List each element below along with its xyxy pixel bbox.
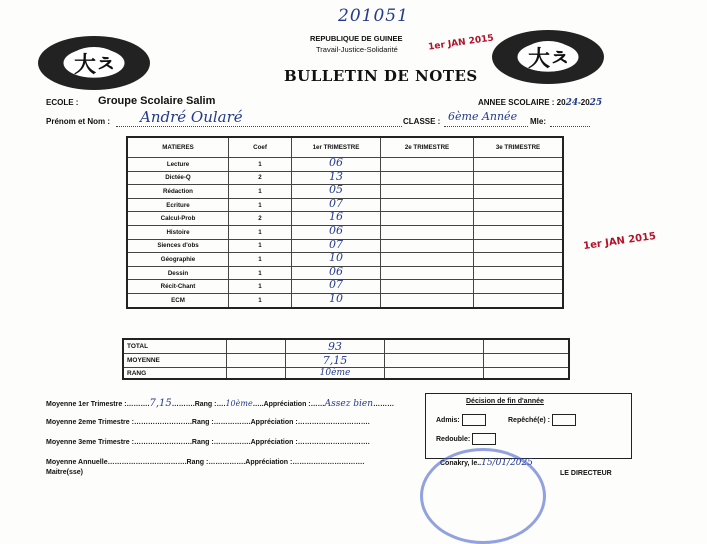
subject: Lecture <box>127 158 229 172</box>
subject: Rédaction <box>127 185 229 199</box>
coef: 2 <box>229 212 292 226</box>
subject: Récit-Chant <box>127 280 229 294</box>
maitre-label: Maitre(sse) <box>46 469 83 476</box>
date-stamp-top: 1er JAN 2015 <box>427 33 495 53</box>
grade-t1: 10 <box>292 293 381 307</box>
rang-label: RANG <box>123 368 227 380</box>
grade-t1: 06 <box>292 266 381 280</box>
coef: 2 <box>229 171 292 185</box>
country-name: REPUBLIQUE DE GUINEE <box>310 34 403 43</box>
repeche-field: Repêché(e) : <box>508 414 576 426</box>
subject: Géographie <box>127 253 229 267</box>
col-header-t3: 3e TRIMESTRE <box>474 137 564 158</box>
repeche-checkbox[interactable] <box>552 414 576 426</box>
directeur-label: LE DIRECTEUR <box>560 470 612 477</box>
document-number: 201051 <box>338 6 409 26</box>
coef: 1 <box>229 266 292 280</box>
coef: 1 <box>229 185 292 199</box>
classe-label: CLASSE : <box>403 117 441 126</box>
admis-checkbox[interactable] <box>462 414 486 426</box>
subject: Histoire <box>127 225 229 239</box>
school-logo-right: 大ㅊ <box>492 30 604 84</box>
total-row <box>123 339 569 354</box>
subject: Dessin <box>127 266 229 280</box>
coef: 1 <box>229 253 292 267</box>
nom-label: Prénom et Nom : <box>46 117 111 126</box>
subject: ECM <box>127 293 229 307</box>
grade-t1: 07 <box>292 239 381 253</box>
grades-table <box>126 136 564 309</box>
grade-t1: 05 <box>292 185 381 199</box>
col-header-t2: 2e TRIMESTRE <box>381 137 474 158</box>
admis-field: Admis: <box>436 414 486 426</box>
grade-t1: 16 <box>292 212 381 226</box>
table-row <box>127 293 563 307</box>
moyenne-value: 7,15 <box>286 354 385 368</box>
grade-t1: 07 <box>292 280 381 294</box>
coef: 1 <box>229 239 292 253</box>
subject: Siences d'obs <box>127 239 229 253</box>
moyenne-2-line: Moyenne 2eme Trimestre :…………………….Rang :…………….Appréciation :…………………………. <box>46 419 370 426</box>
moyenne-annuelle-line: Moyenne Annuelle…………………………….Rang :…………….Appréciation :…………………………. <box>46 459 365 466</box>
mle-dotted-line <box>550 117 590 127</box>
mle-label: Mle: <box>530 117 546 126</box>
subject: Calcul-Prob <box>127 212 229 226</box>
conakry-date-line: Conakry, le..15/01/2025 <box>440 458 533 468</box>
annee-scolaire: ANNEE SCOLAIRE : 2024-2025 <box>478 98 603 108</box>
rang-row <box>123 368 569 380</box>
date-stamp-side: 1er JAN 2015 <box>582 230 657 253</box>
grade-t1: 06 <box>292 225 381 239</box>
decision-box <box>425 393 632 459</box>
coef: 1 <box>229 225 292 239</box>
national-motto: Travail-Justice-Solidarité <box>316 45 398 54</box>
totals-table <box>122 338 570 380</box>
grade-t1: 13 <box>292 171 381 185</box>
ecole-name: Groupe Scolaire Salim <box>98 95 216 107</box>
subject: Dictée-Q <box>127 171 229 185</box>
moyenne-label: MOYENNE <box>123 354 227 368</box>
decision-title: Décision de fin d'année <box>466 398 544 405</box>
school-logo-left: 大ㅊ <box>38 36 150 90</box>
ecole-label: ECOLE : <box>46 98 79 107</box>
moyenne-3-line: Moyenne 3eme Trimestre :…………………….Rang :…………….Appréciation :…………………………. <box>46 439 370 446</box>
classe-value: 6ème Année <box>448 110 518 123</box>
grade-t1: 06 <box>292 158 381 172</box>
redouble-checkbox[interactable] <box>472 433 496 445</box>
subject: Ecriture <box>127 198 229 212</box>
grade-t1: 07 <box>292 198 381 212</box>
moyenne-row <box>123 354 569 368</box>
col-header-coef: Coef <box>229 137 292 158</box>
official-seal <box>420 448 546 544</box>
redouble-field: Redouble: <box>436 433 496 445</box>
document-title: BULLETIN DE NOTES <box>284 67 478 85</box>
col-header-matieres: MATIERES <box>127 137 229 158</box>
coef: 1 <box>229 198 292 212</box>
coef: 1 <box>229 280 292 294</box>
col-header-t1: 1er TRIMESTRE <box>292 137 381 158</box>
nom-value: André Oularé <box>140 108 243 126</box>
total-value: 93 <box>286 339 385 354</box>
grade-t1: 10 <box>292 253 381 267</box>
coef: 1 <box>229 158 292 172</box>
total-label: TOTAL <box>123 339 227 354</box>
table-header-row <box>127 137 563 158</box>
coef: 1 <box>229 293 292 307</box>
moyenne-1-line: Moyenne 1er Trimestre :……….7,15……….Rang :….10ème…..Appréciation :……Assez bien……… <box>46 398 395 409</box>
rang-value: 10ème <box>286 368 385 380</box>
